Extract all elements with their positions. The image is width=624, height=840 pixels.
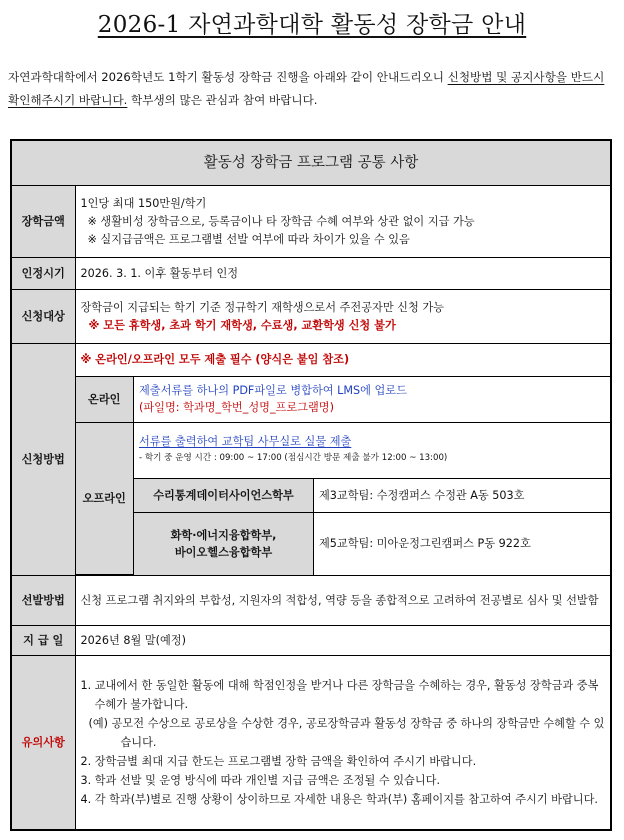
offline-line-1: 서류를 출력하여 교학팀 사무실로 실물 제출 xyxy=(139,435,352,448)
eligibility-label: 신청대상 xyxy=(11,290,75,344)
selection-value: 신청 프로그램 취지와의 부합성, 지원자의 적합성, 역량 등을 종합적으로 고려하여 전공별로 심사 및 선발함 xyxy=(75,576,611,626)
online-label: 온라인 xyxy=(76,376,134,422)
precautions-content xyxy=(75,656,611,831)
period-value: 2026. 3. 1. 이후 활동부터 인정 xyxy=(75,258,611,290)
intro-paragraph xyxy=(8,66,616,112)
selection-label: 선발방법 xyxy=(11,576,75,626)
precaution-item-1: 1. 교내에서 한 동일한 활동에 대해 학점인정을 받거나 다른 장학금을 수혜하는 경우, 활동성 장학금과 중복 수혜가 불가합니다. xyxy=(80,679,599,711)
precautions-label: 유의사항 xyxy=(11,656,75,831)
table-header: 활동성 장학금 프로그램 공통 사항 xyxy=(11,140,611,186)
offline-content xyxy=(134,422,611,478)
eligibility-line: 장학금이 지급되는 학기 기준 정규학기 재학생으로서 주전공자만 신청 가능 xyxy=(80,300,444,314)
online-line-1: 제출서류를 하나의 PDF파일로 병합하여 LMS에 업로드 xyxy=(139,384,407,397)
precaution-example: (예) 공모전 수상으로 공로상을 수상한 경우, 공로장학금과 활동성 장학금 중 하나의 장학금만 수혜할 수 있습니다. xyxy=(88,717,605,749)
amount-line: 1인당 최대 150만원/학기 xyxy=(80,196,207,210)
offline-dept-1: 수리통계데이터사이언스학부 xyxy=(134,478,314,512)
intro-underlined-text: 신청방법 및 공지사항을 반드시 확인해주시기 바랍니다. xyxy=(8,70,605,107)
amount-content xyxy=(75,186,611,258)
eligibility-content xyxy=(75,290,611,344)
precaution-item-2: 2. 장학금별 최대 지급 한도는 프로그램별 장학 금액을 확인하여 주시기 바랍니다. xyxy=(80,755,477,768)
intro-text-2: 학부생의 많은 관심과 참여 바랍니다. xyxy=(127,93,318,107)
precaution-item-3: 3. 학과 선발 및 운영 방식에 따라 개인별 지급 금액은 조정될 수 있습니다. xyxy=(80,774,441,787)
offline-label: 오프라인 xyxy=(76,422,134,575)
payment-value: 2026년 8월 말(예정) xyxy=(75,626,611,656)
page-title: 2026-1 자연과학대학 활동성 장학금 안내 xyxy=(97,12,527,38)
offline-office-2: 제5교학팀: 미아운정그린캠퍼스 P동 922호 xyxy=(314,512,611,575)
payment-label: 지 급 일 xyxy=(11,626,75,656)
offline-dept-2 xyxy=(134,512,314,575)
online-content xyxy=(134,376,611,422)
precaution-item-4: 4. 각 학과(부)별로 진행 상황이 상이하므로 자세한 내용은 학과(부) 홈페이지를 참고하여 주시기 바랍니다. xyxy=(80,793,598,806)
offline-dept-2-line-b: 바이오헬스융합학부 xyxy=(174,545,273,559)
offline-hours: - 학기 중 운영 시간 : 09:00 ~ 17:00 (점심시간 방문 제출 불가 12:00 ~ 13:00) xyxy=(139,453,448,463)
scholarship-info-table xyxy=(10,139,612,831)
offline-office-1: 제3교학팀: 수정캠퍼스 수정관 A동 503호 xyxy=(314,478,611,512)
online-filename-rule: (파일명: 학과명_학번_성명_프로그램명) xyxy=(139,401,334,414)
intro-text-1: 자연과학대학에서 2026학년도 1학기 활동성 장학금 진행을 아래와 같이 안내드리오니 xyxy=(8,70,448,84)
eligibility-restriction: ※ 모든 휴학생, 초과 학기 재학생, 수료생, 교환학생 신청 불가 xyxy=(88,318,396,332)
method-required-note: ※ 온라인/오프라인 모두 제출 필수 (양식은 붙임 참조) xyxy=(76,344,611,376)
amount-label: 장학금액 xyxy=(11,186,75,258)
method-content xyxy=(75,344,611,576)
method-label: 신청방법 xyxy=(11,344,75,576)
period-label: 인정시기 xyxy=(11,258,75,290)
offline-dept-2-line-a: 화학·에너지융합학부, xyxy=(170,528,277,542)
method-subtable xyxy=(76,344,611,575)
amount-note-1: ※ 생활비성 장학금으로, 등록금이나 타 장학금 수혜 여부와 상관 없이 지급 가능 xyxy=(87,214,475,228)
amount-note-2: ※ 실지급금액은 프로그램별 선발 여부에 따라 차이가 있을 수 있음 xyxy=(87,232,410,246)
